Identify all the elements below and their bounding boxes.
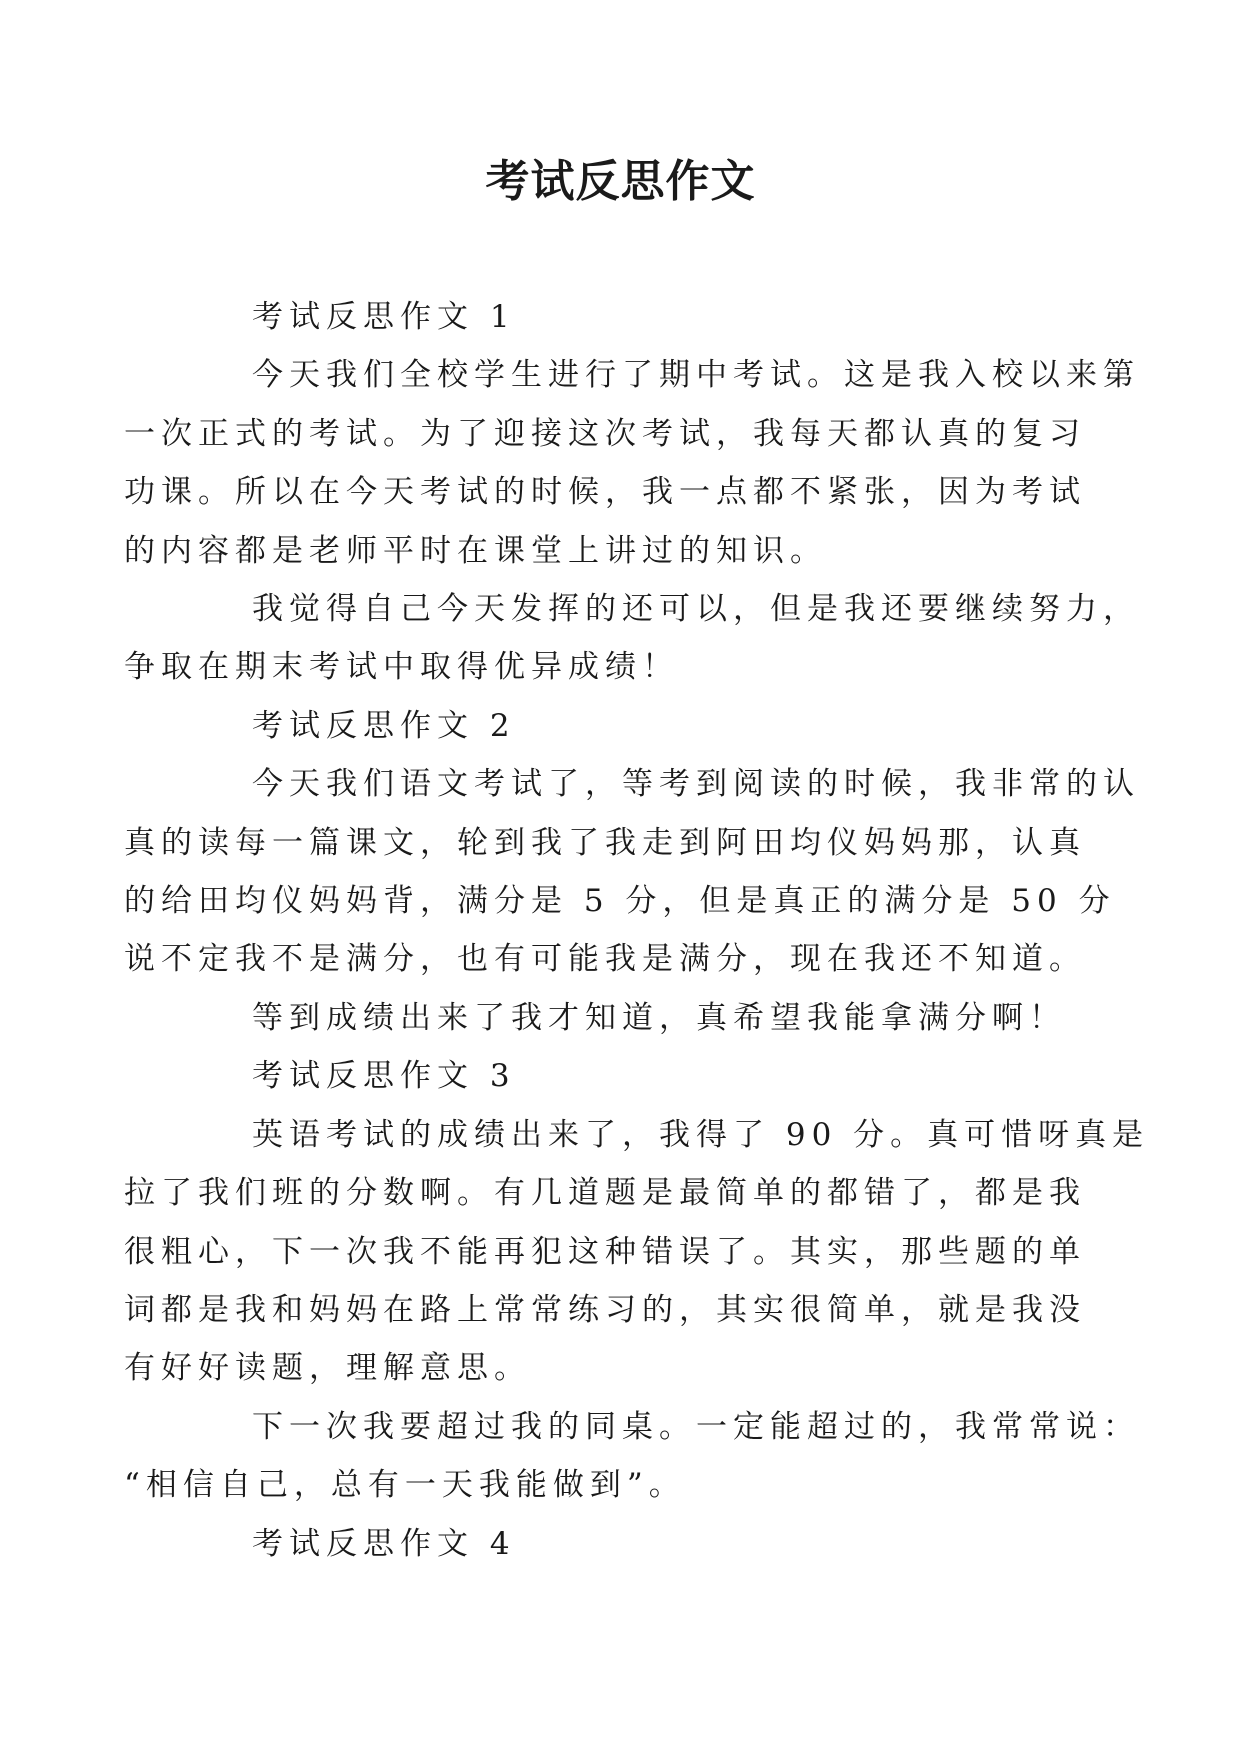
page-title: 考试反思作文 <box>485 156 756 207</box>
text-line: 有好好读题，理解意思。 <box>124 1350 531 1387</box>
text-line: 词都是我和妈妈在路上常常练习的，其实很简单，就是我没 <box>124 1291 1086 1328</box>
paragraph <box>124 1398 1140 1515</box>
paragraph <box>124 346 1140 580</box>
text-line: 我觉得自己今天发挥的还可以，但是我还要继续努力， <box>252 591 1140 628</box>
text-line: 今天我们语文考试了，等考到阅读的时候，我非常的认 <box>252 766 1140 803</box>
paragraph <box>124 580 1140 697</box>
paragraph <box>124 1106 1150 1398</box>
text-line: 很粗心，下一次我不能再犯这种错误了。其实，那些题的单 <box>124 1233 1086 1270</box>
text-line: 争取在期末考试中取得优异成绩！ <box>124 649 679 686</box>
text-line: 说不定我不是满分，也有可能我是满分，现在我还不知道。 <box>124 941 1086 978</box>
section-heading: 考试反思作文 2 <box>252 707 516 744</box>
section-heading: 考试反思作文 1 <box>252 299 516 335</box>
section-heading: 考试反思作文 4 <box>252 1525 516 1562</box>
text-line: 的给田均仪妈妈背，满分是 5 分，但是真正的满分是 50 分 <box>124 883 1116 920</box>
paragraph <box>124 755 1140 989</box>
text-line: “相信自己，总有一天我能做到”。 <box>124 1467 686 1504</box>
text-line: 的内容都是老师平时在课堂上讲过的知识。 <box>124 532 827 569</box>
document-body <box>124 288 1150 1573</box>
paragraph <box>188 989 1066 1047</box>
text-line: 一次正式的考试。为了迎接这次考试，我每天都认真的复习 <box>124 415 1086 452</box>
text-line: 下一次我要超过我的同桌。一定能超过的，我常常说： <box>252 1408 1140 1445</box>
text-line: 拉了我们班的分数啊。有几道题是最简单的都错了，都是我 <box>124 1175 1086 1212</box>
section-heading: 考试反思作文 3 <box>252 1058 516 1095</box>
text-line: 今天我们全校学生进行了期中考试。这是我入校以来第 <box>252 357 1140 394</box>
text-line: 英语考试的成绩出来了，我得了 90 分。真可惜呀真是 <box>252 1116 1150 1153</box>
text-line: 功课。所以在今天考试的时候，我一点都不紧张，因为考试 <box>124 474 1086 511</box>
text-line: 真的读每一篇课文，轮到我了我走到阿田均仪妈妈那，认真 <box>124 824 1086 861</box>
text-line: 等到成绩出来了我才知道，真希望我能拿满分啊！ <box>252 999 1066 1036</box>
